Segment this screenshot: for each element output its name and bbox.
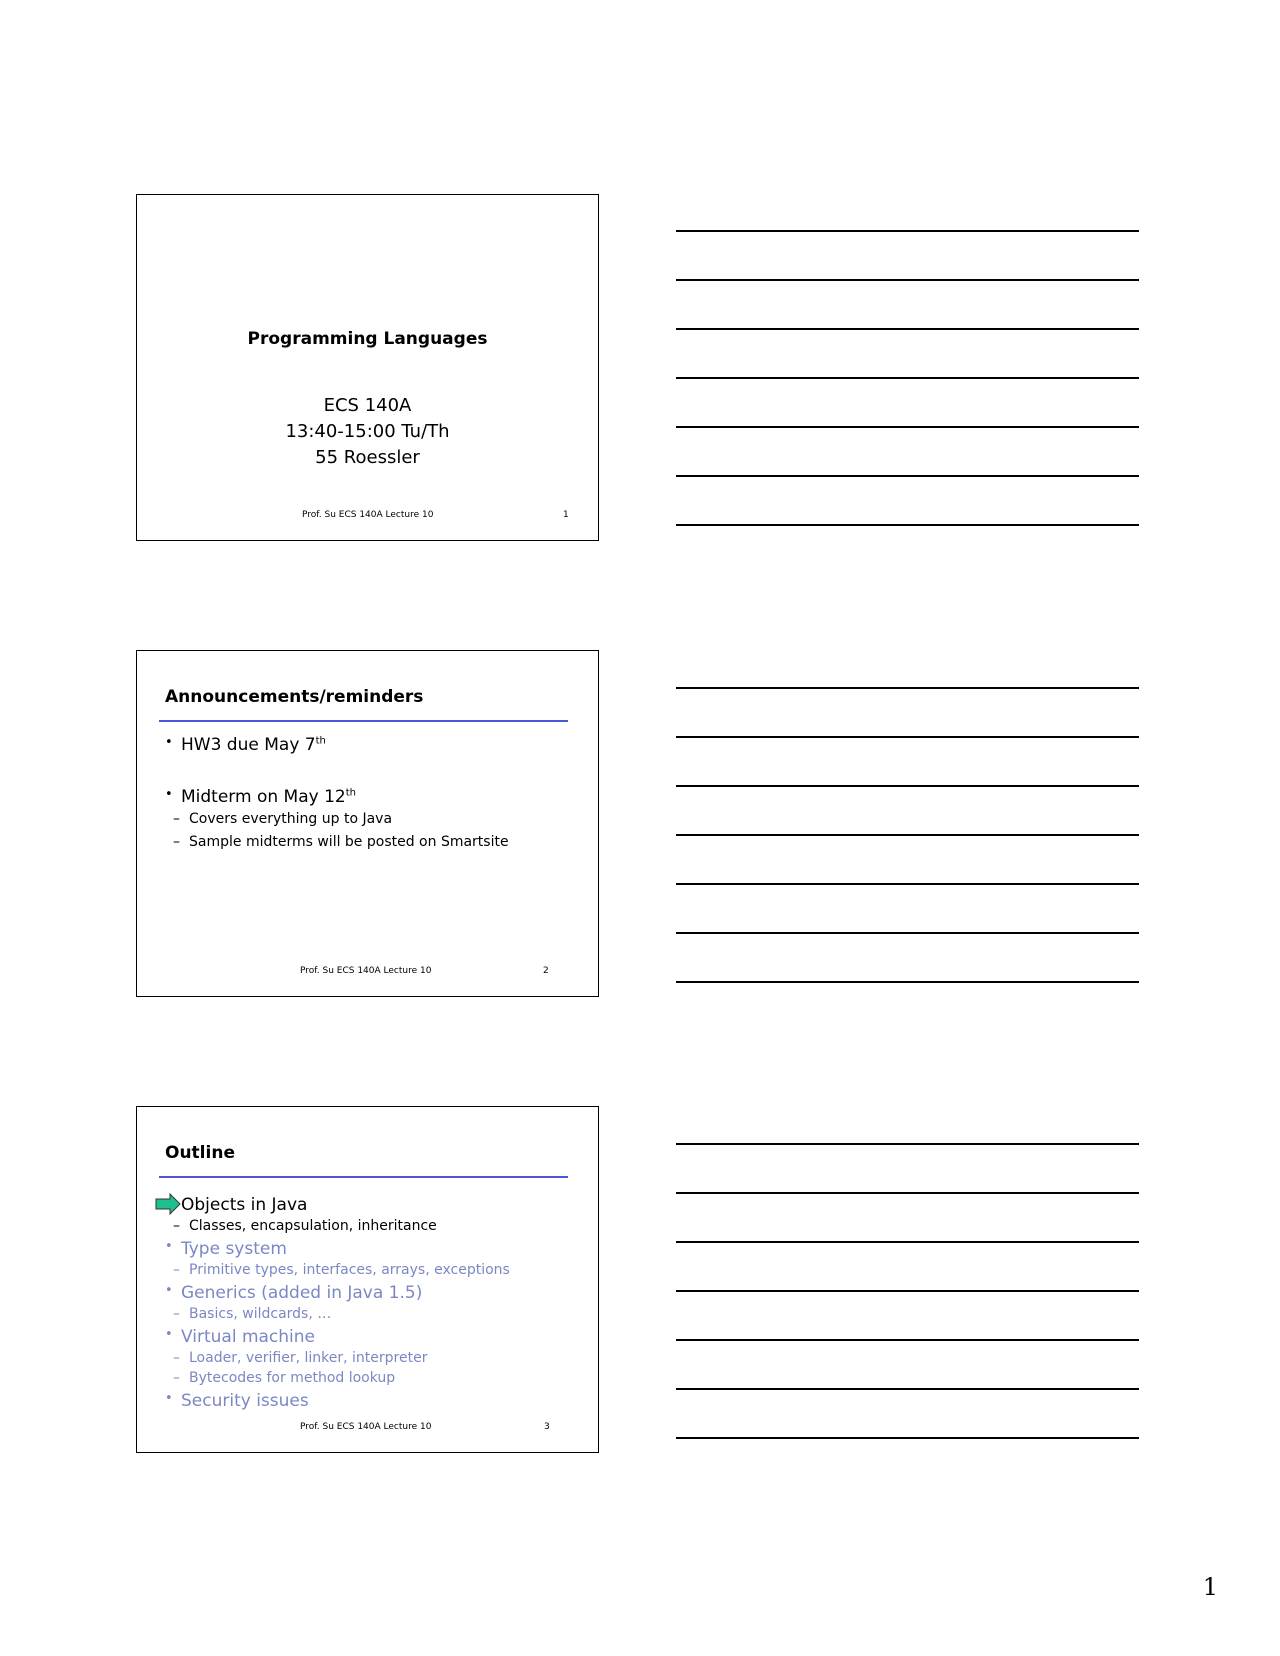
bullet-dot-icon: • (165, 787, 173, 802)
course-time: 13:40-15:00 Tu/Th (285, 421, 450, 442)
bullet-dot-icon: • (165, 1391, 173, 1406)
outline-item: • Virtual machine (165, 1327, 316, 1347)
slide-number: 2 (543, 966, 549, 976)
bullet-item: • HW3 due May 7th (165, 735, 326, 755)
outline-item: • Type system (165, 1239, 287, 1259)
outline-sub-item: – Primitive types, interfaces, arrays, exceptions (173, 1262, 510, 1278)
sub-bullet-item: – Sample midterms will be posted on Smartsite (173, 834, 509, 850)
course-room: 55 Roessler (315, 447, 420, 468)
title-rule (159, 720, 568, 722)
slide-number: 3 (544, 1422, 550, 1432)
outline-item: • Generics (added in Java 1.5) (165, 1283, 423, 1303)
arrow-right-icon (155, 1193, 181, 1215)
bullet-dot-icon: • (165, 1327, 173, 1342)
slide-3-footer (137, 1422, 598, 1436)
title-rule (159, 1176, 568, 1178)
slide-1-info (137, 393, 598, 471)
slide-3 (136, 1106, 599, 1453)
course-code: ECS 140A (323, 395, 412, 416)
slide-2-footer (137, 966, 598, 980)
slide-2-title: Announcements/reminders (165, 687, 424, 707)
footer-text: Prof. Su ECS 140A Lecture 10 (300, 966, 432, 976)
slide-2 (136, 650, 599, 997)
outline-item: Objects in Java (181, 1195, 308, 1215)
slide-3-title: Outline (165, 1143, 235, 1163)
slide-number: 1 (563, 510, 569, 520)
footer-text: Prof. Su ECS 140A Lecture 10 (300, 1422, 432, 1432)
bullet-dot-icon: • (165, 1283, 173, 1298)
bullet-dot-icon: • (165, 735, 173, 750)
outline-item: • Security issues (165, 1391, 309, 1411)
outline-sub-item: – Bytecodes for method lookup (173, 1370, 396, 1386)
outline-sub-item: – Loader, verifier, linker, interpreter (173, 1350, 428, 1366)
page-number: 1 (1202, 1573, 1218, 1601)
bullet-item: • Midterm on May 12th (165, 787, 356, 807)
slide-1-title: Programming Languages (247, 329, 488, 349)
bullet-dot-icon: • (165, 1239, 173, 1254)
slide-1 (136, 194, 599, 541)
footer-text: Prof. Su ECS 140A Lecture 10 (302, 510, 434, 520)
outline-sub-item: – Basics, wildcards, … (173, 1306, 332, 1322)
slide-1-footer (137, 510, 598, 524)
sub-bullet-item: – Covers everything up to Java (173, 811, 393, 827)
outline-sub-item: – Classes, encapsulation, inheritance (173, 1218, 437, 1234)
